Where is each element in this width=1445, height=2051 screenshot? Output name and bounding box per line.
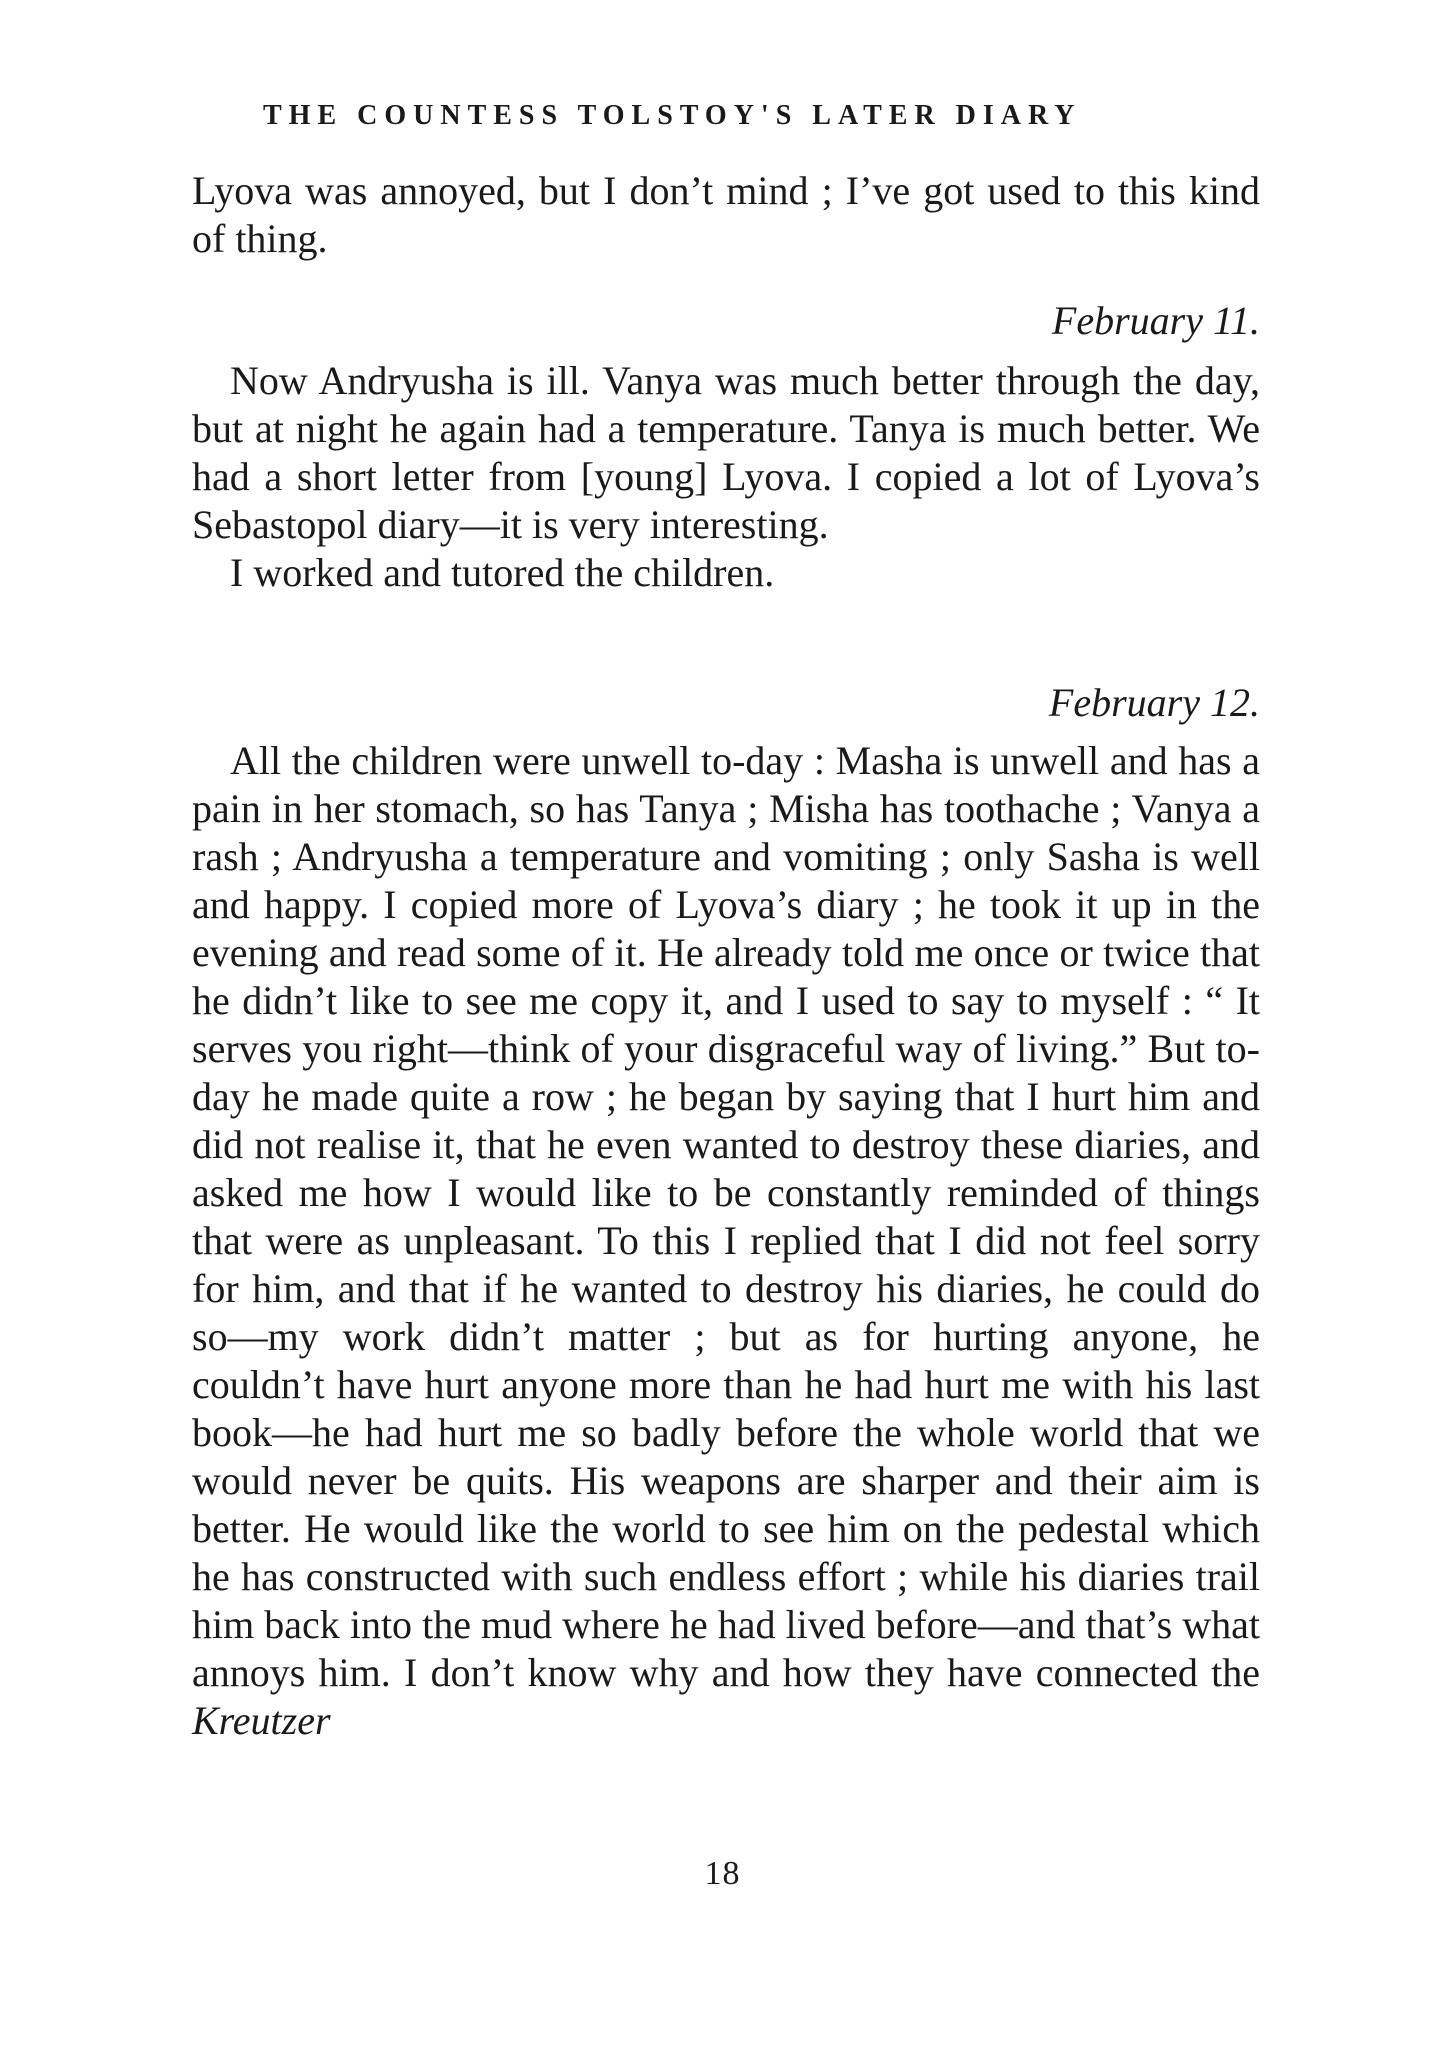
- entry-date-feb-11: February 11.: [1051, 298, 1260, 343]
- continuation-paragraph: [192, 167, 1260, 263]
- entry-date-feb-12: February 12.: [1048, 680, 1260, 725]
- work-title-kreutzer: Kreutzer: [192, 1698, 331, 1743]
- entry-feb-12-text: All the children were unwell to-day : Masha is unwell and has a pain in her stomach, so has Tanya ; Misha has toothache ; Vanya a rash ; Andryusha a temperature and vomiting ; only Sasha is well and happy. I copied more of Lyova’s diary ; he took it up in the evening and read some of it. He already told me once or twice that he didn’t like to see me copy it, and I used to say to myself : “ It serves you right—think of your disgraceful way of living.” But to-day he made quite a row ; he began by saying that I hurt him and did not realise it, that he even wanted to destroy these diaries, and asked me how I would like to be constantly reminded of things that were as unpleasant. To this I replied that I did not feel sorry for him, and that if he wanted to destroy his diaries, he could do so—my work didn’t matter ; but as for hurting anyone, he couldn’t have hurt anyone more than he had hurt me with his last book—he had hurt me so badly before the whole world that we would never be quits. His weapons are sharper and their aim is better. He would like the world to see him on the pedestal which he has constructed with such endless effort ; while his diaries trail him back into the mud where he had lived before—and that’s what annoys him. I don’t know why and how they have connected the: [192, 738, 1260, 1695]
- entry-feb-12-body: [192, 737, 1260, 1745]
- running-head: THE COUNTESS TOLSTOY'S LATER DIARY: [263, 100, 1082, 131]
- page-number: 18: [704, 1855, 741, 1892]
- entry-feb-11-body: [192, 357, 1260, 597]
- entry-feb-11-paragraph-2: I worked and tutored the children.: [230, 550, 775, 595]
- entry-feb-12-paragraph: [192, 737, 1260, 1745]
- continuation-text: Lyova was annoyed, but I don’t mind ; I’ve got used to this kind of thing.: [192, 168, 1260, 261]
- entry-feb-11-paragraph-1: Now Andryusha is ill. Vanya was much better through the day, but at night he again had a temperature. Tanya is much better. We had a short letter from [young] Lyova. I copied a lot of Lyova’s Sebastopol diary—it is very interesting.: [192, 358, 1260, 547]
